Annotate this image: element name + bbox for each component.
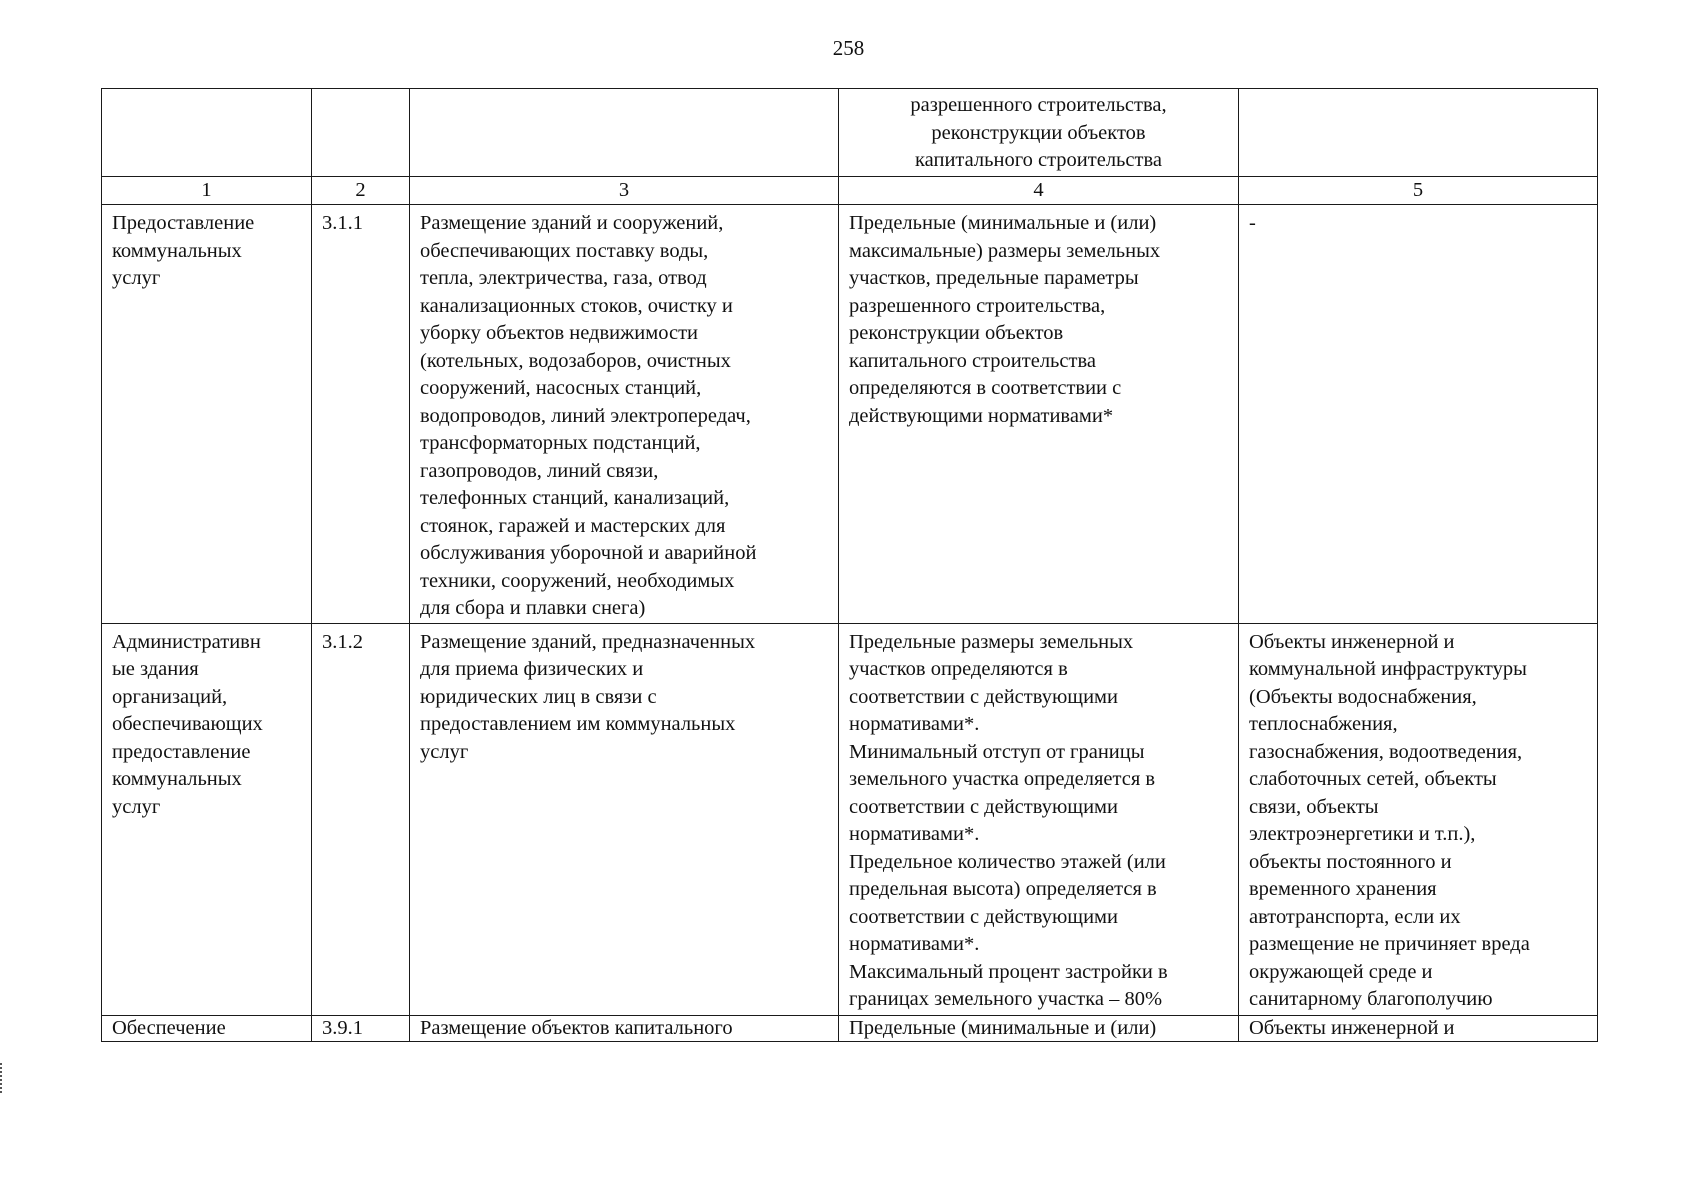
column-number-3: 3 — [410, 177, 839, 205]
use-type-name: Предоставление коммунальных услуг — [102, 205, 312, 624]
carryover-row — [102, 89, 1598, 177]
column-number-5: 5 — [1239, 177, 1598, 205]
column-number-row — [102, 177, 1598, 205]
use-type-code: 3.9.1 — [312, 1015, 410, 1041]
column-number-2: 2 — [312, 177, 410, 205]
use-type-name: Административн ые здания организаций, обеспечивающих предоставление коммунальных услуг — [102, 623, 312, 1015]
use-type-code: 3.1.1 — [312, 205, 410, 624]
use-type-parameters: Предельные (минимальные и (или) — [839, 1015, 1239, 1041]
use-type-restrictions: Объекты инженерной и — [1239, 1015, 1598, 1041]
use-type-restrictions: - — [1239, 205, 1598, 624]
land-use-table — [101, 88, 1598, 1042]
carryover-cell-5 — [1239, 89, 1598, 177]
scan-edge-mark — [0, 1063, 4, 1093]
table-row — [102, 623, 1598, 1015]
use-type-parameters: Предельные размеры земельных участков определяются в соответствии с действующими нормативами*. Минимальный отступ от границы земельного участка определяется в соответствии с действующими нормативами*. Предельное количество этажей (или предельная высота) определяется в соответствии с действующими нормативами*. Максимальный процент застройки в границах земельного участка – 80% — [839, 623, 1239, 1015]
table-row — [102, 1015, 1598, 1041]
column-number-1: 1 — [102, 177, 312, 205]
column-number-4: 4 — [839, 177, 1239, 205]
page-number: 258 — [832, 36, 865, 60]
table-row — [102, 205, 1598, 624]
use-type-parameters: Предельные (минимальные и (или) максимальные) размеры земельных участков, предельные параметры разрешенного строительства, реконструкции объектов капитального строительства определяются в соответствии с действующими нормативами* — [839, 205, 1239, 624]
carryover-cell-4: разрешенного строительства, реконструкции объектов капитального строительства — [839, 89, 1239, 177]
use-type-description: Размещение зданий, предназначенных для приема физических и юридических лиц в связи с предоставлением им коммунальных услуг — [410, 623, 839, 1015]
use-type-code: 3.1.2 — [312, 623, 410, 1015]
use-type-description: Размещение объектов капитального — [410, 1015, 839, 1041]
use-type-restrictions: Объекты инженерной и коммунальной инфраструктуры (Объекты водоснабжения, теплоснабжения, газоснабжения, водоотведения, слаботочных сетей, объекты связи, объекты электроэнергетики и т.п.), объекты постоянного и временного хранения автотранспорта, если их размещение не причиняет вреда окружающей среде и санитарному благополучию — [1239, 623, 1598, 1015]
carryover-cell-3 — [410, 89, 839, 177]
use-type-name: Обеспечение — [102, 1015, 312, 1041]
use-type-description: Размещение зданий и сооружений, обеспечивающих поставку воды, тепла, электричества, газа, отвод канализационных стоков, очистку и уборку объектов недвижимости (котельных, водозаборов, очистных сооружений, насосных станций, водопроводов, линий электропередач, трансформаторных подстанций, газопроводов, линий связи, телефонных станций, канализаций, стоянок, гаражей и мастерских для обслуживания уборочной и аварийной техники, сооружений, необходимых для сбора и плавки снега) — [410, 205, 839, 624]
carryover-cell-2 — [312, 89, 410, 177]
carryover-cell-1 — [102, 89, 312, 177]
